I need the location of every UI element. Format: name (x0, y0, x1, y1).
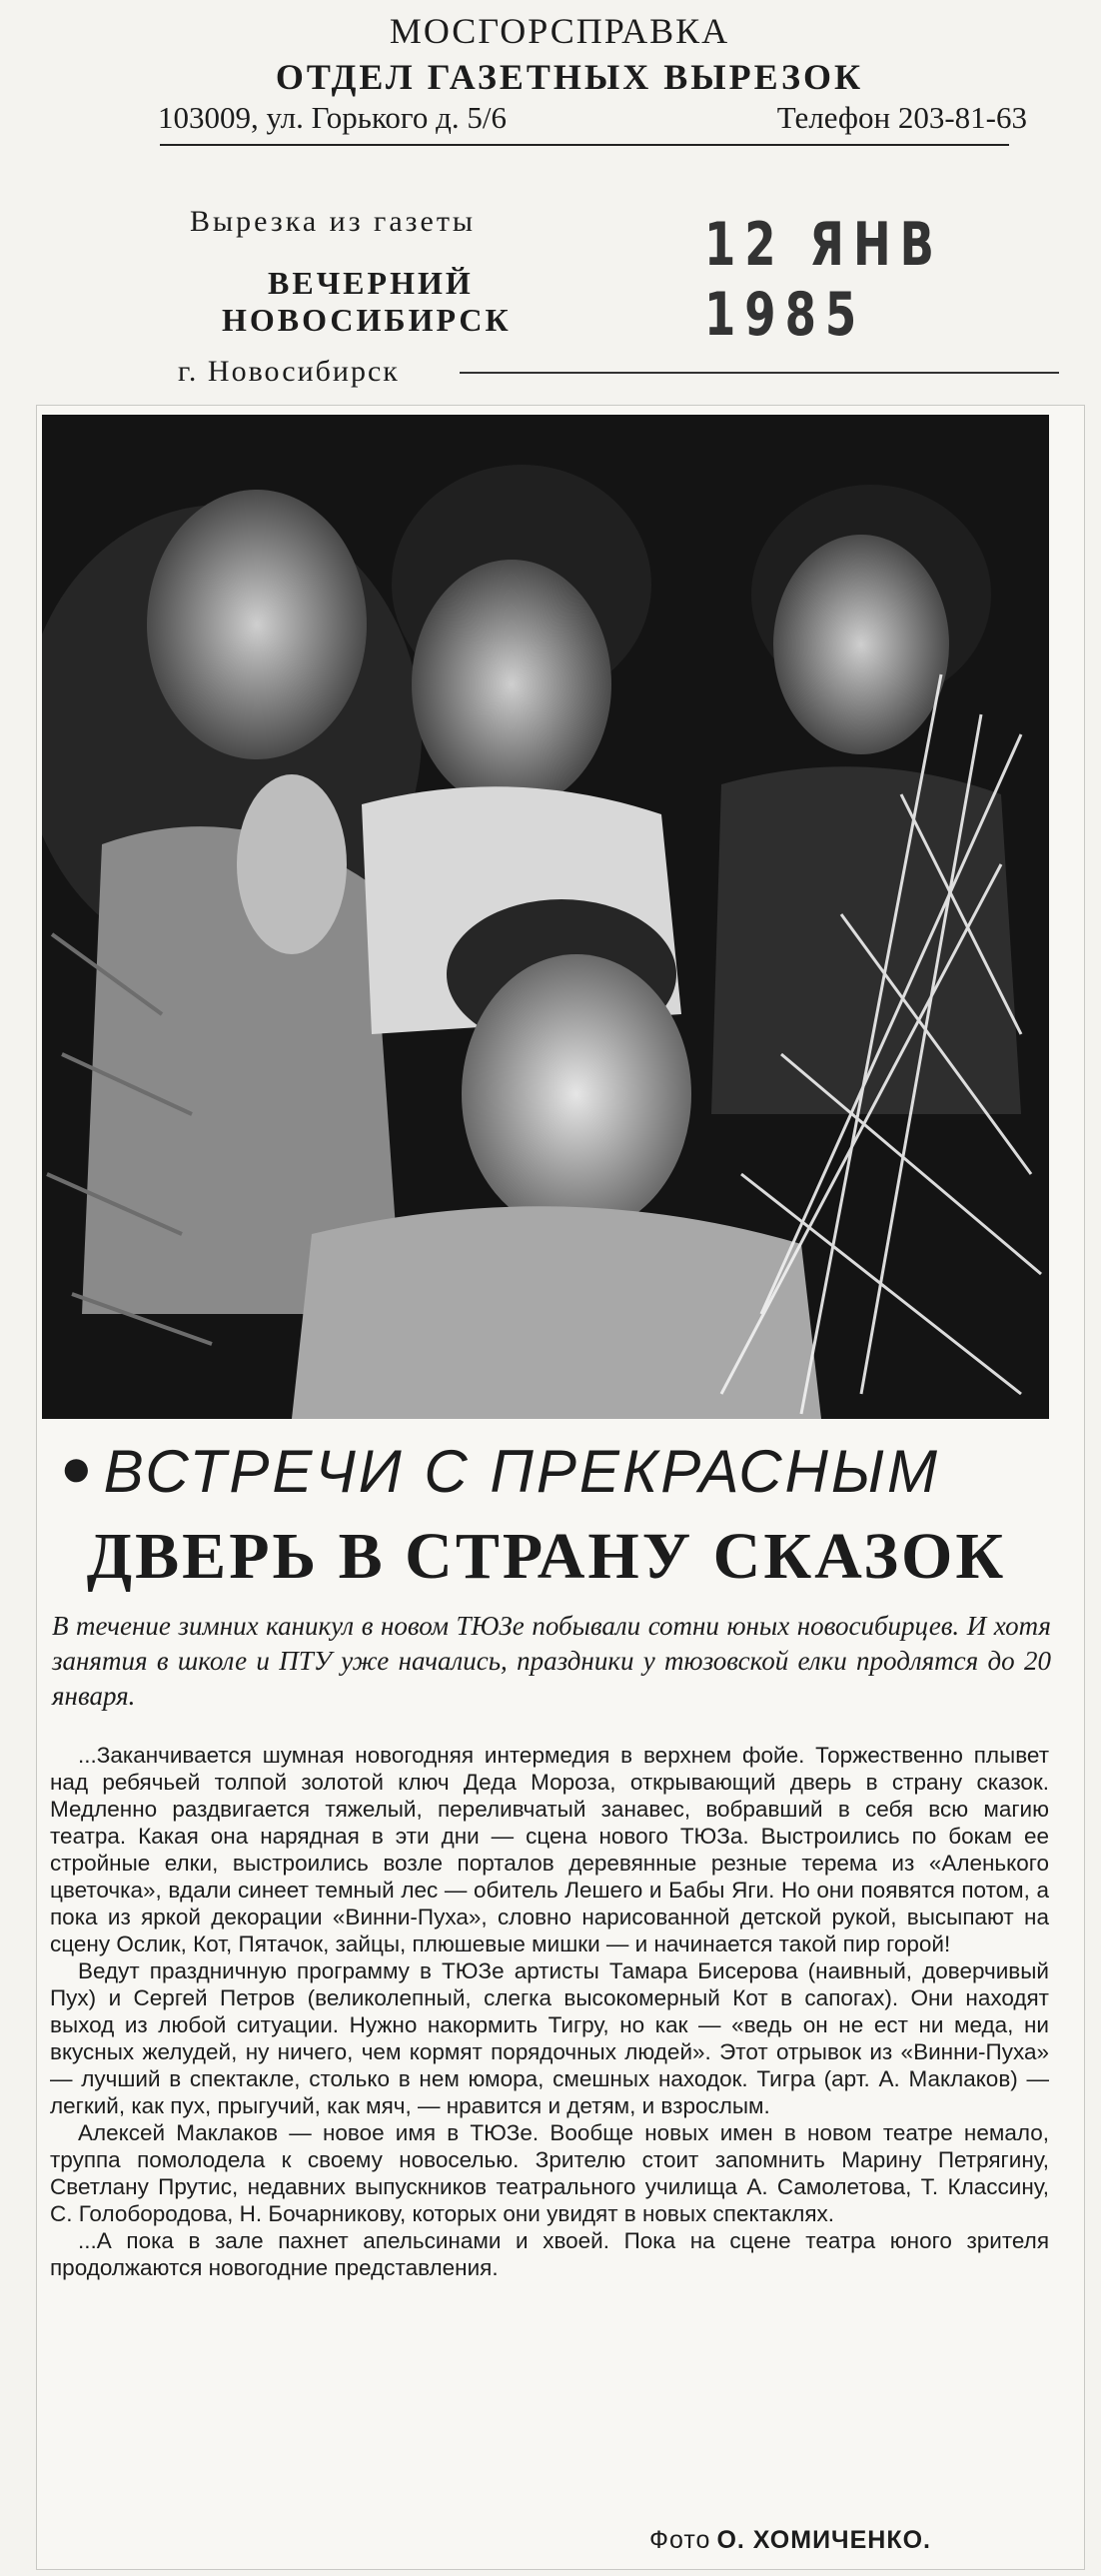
article-paragraph: ...Заканчивается шумная новогодняя интермедия в верхнем фойе. Торжественно плывет над ребячьей толпой золотой ключ Деда Мороза, открывающий дверь в страну сказок. Медленно раздвигается тяжелый, переливчатый занавес, вобравший в себя всю магию театра. Какая она нарядная в эти дни — сцена нового ТЮЗа. Выстроились по бокам ее стройные елки, выстроились возле порталов деревянные резные терема из «Аленького цветочка», вдали синеет темный лес — обитель Лешего и Бабы Яги. Но они появятся потом, а пока из яркой декорации «Винни-Пуха», словно нарисованной детской рукой, высыпают на сцену Ослик, Кот, Пятачок, зайцы, плюшевые мишки — и начинается такой пир горой! (50, 1743, 1049, 1956)
stamp-department: ОТДЕЛ ГАЗЕТНЫХ ВЫРЕЗОК (275, 57, 864, 97)
stamp-address: 103009, ул. Горького д. 5/6 (158, 100, 508, 135)
photo-credit-name: О. ХОМИЧЕНКО. (716, 2526, 931, 2554)
bullet-icon: ● (60, 1438, 96, 1498)
children-photo-image (42, 415, 1049, 1419)
article-headline: ДВЕРЬ В СТРАНУ СКАЗОК (86, 1520, 1007, 1593)
stamp-org-name: МОСГОРСПРАВКА (389, 11, 730, 51)
clipping-top-edge (460, 372, 1059, 374)
newspaper-name-line1: ВЕЧЕРНИЙ (268, 265, 474, 301)
stamp-address-line (158, 100, 1027, 136)
article-kicker (60, 1437, 1049, 1506)
newspaper-city: г. Новосибирск (178, 355, 400, 388)
article-paragraph: ...А пока в зале пахнет апельсинами и хвоей. Пока на сцене театра юного зрителя продолжаются новогодние представления. (50, 2228, 1049, 2280)
article-paragraph: Алексей Маклаков — новое имя в ТЮЗе. Вообще новых имен в новом театре немало, труппа помолодела к своему новоселью. Зрителю стоит запомнить Марину Петрягину, Светлану Прутис, недавних выпускников театрального училища А. Самолетова, Т. Классину, С. Голобородова, Н. Бочарникову, которых они увидят в новых спектаклях. (50, 2120, 1049, 2226)
stamp-divider (160, 144, 1009, 146)
photo-credit (649, 2526, 931, 2555)
photo-credit-label: Фото (649, 2526, 711, 2554)
article-body (50, 1742, 1049, 2281)
newspaper-name-line2: НОВОСИБИРСК (222, 302, 512, 338)
article-paragraph: Ведут праздничную программу в ТЮЗе артисты Тамара Бисерова (наивный, доверчивый Пух) и Сергей Петров (великолепный, слегка высокомерный Кот в сапогах). Они находят выход из любой ситуации. Нужно накормить Тигру, но как — «ведь он не ест ни меда, ни вкусных желудей, ну ничего, чем кормят порядочных людей». Этот отрывок из «Винни-Пуха» — лучший в спектакле, столько в нем юмора, смешных находок. Тигра (арт. А. Маклаков) — легкий, как пух, прыгучий, как мяч, — нравится и детям, и взрослым. (50, 1958, 1049, 2118)
stamp-phone: Телефон 203-81-63 (776, 100, 1027, 135)
article-photo (42, 415, 1049, 1419)
kicker-text: ВСТРЕЧИ С ПРЕКРАСНЫМ (103, 1438, 941, 1505)
date-stamp: 12 ЯНВ 1985 (704, 210, 943, 350)
clipping-label: Вырезка из газеты (190, 205, 477, 238)
article-lead: В течение зимних каникул в новом ТЮЗе побывали сотни юных новосибирцев. И хотя занятия в школе и ПТУ уже начались, праздники у тюзовской елки продлятся до 20 января. (52, 1611, 1051, 1711)
